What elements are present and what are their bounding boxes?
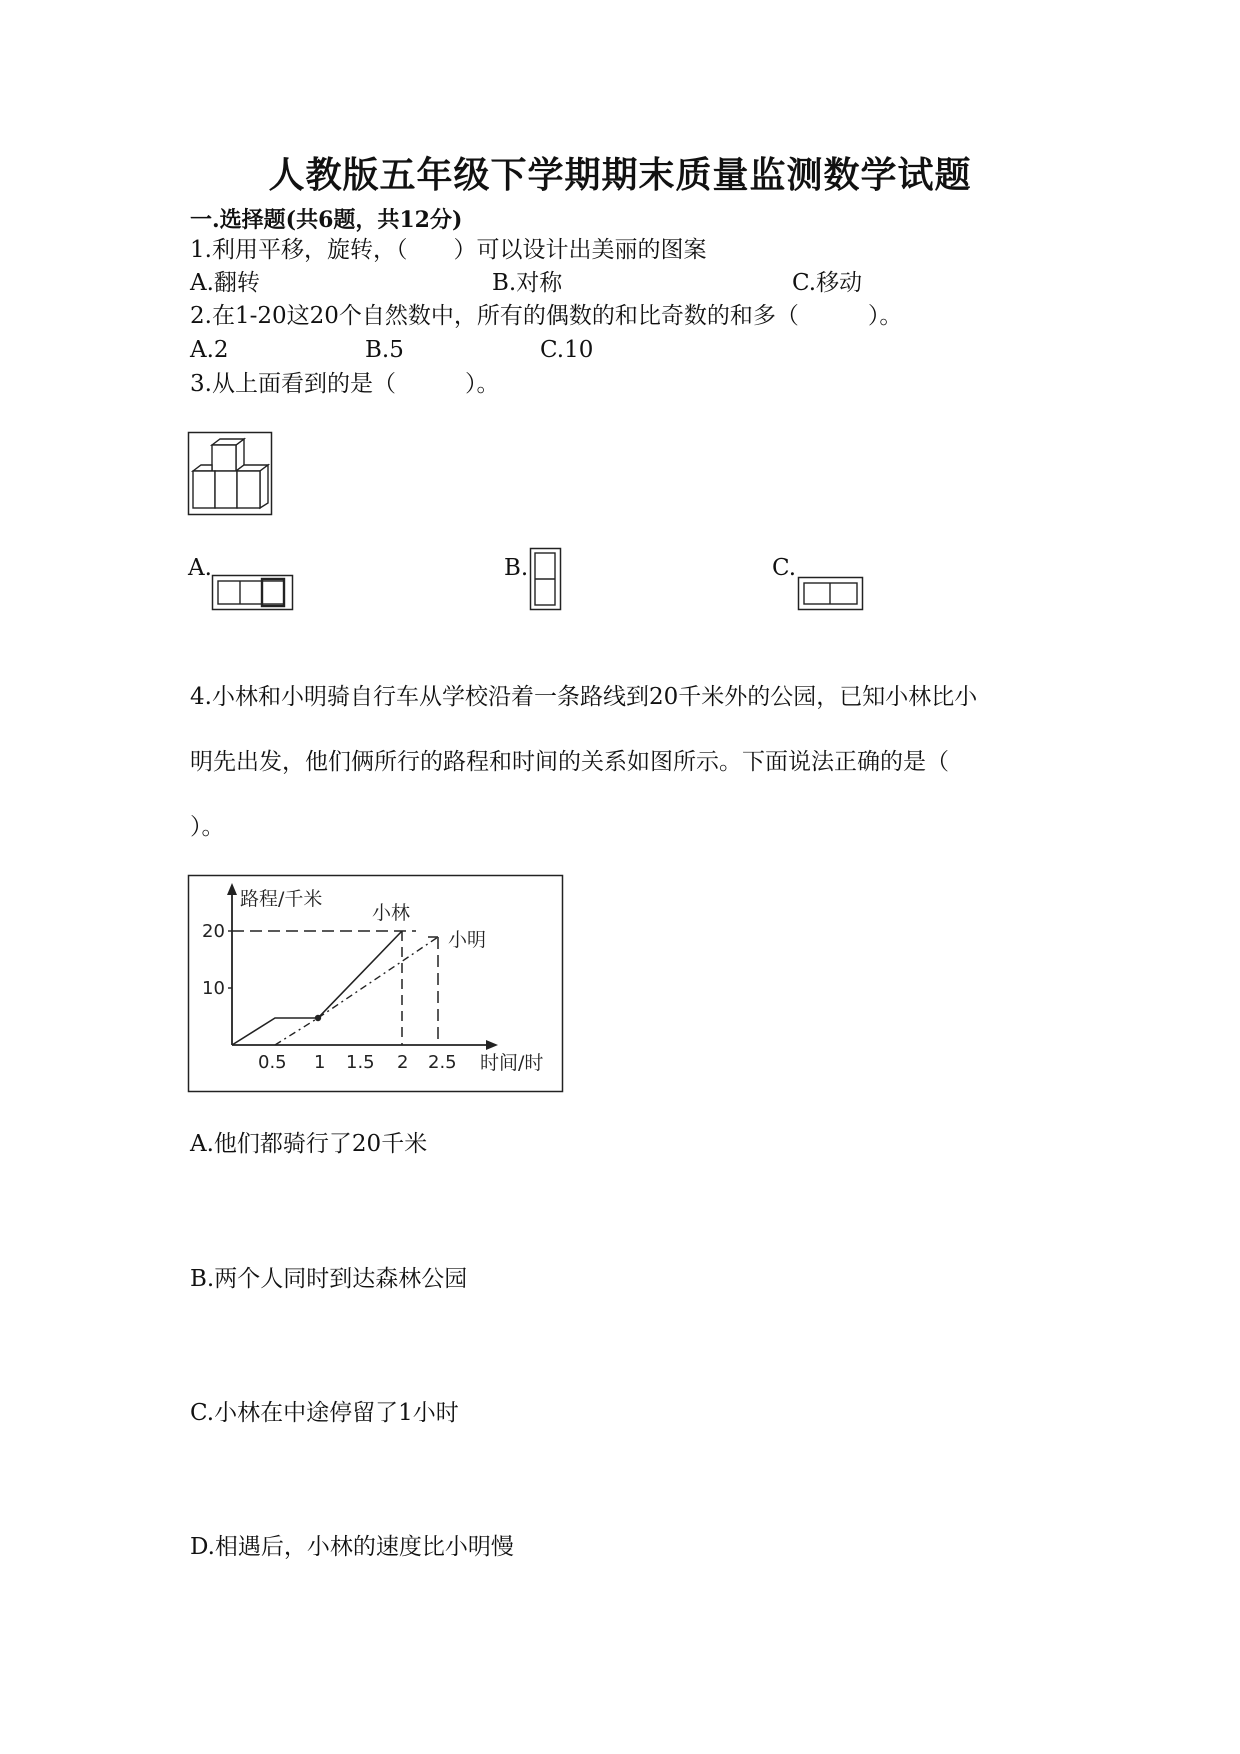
distance-time-graph xyxy=(188,875,564,1093)
question-3-option-b: B. xyxy=(504,555,529,581)
question-2-option-a: A.2 xyxy=(190,337,229,363)
label-xiaolin: 小林 xyxy=(372,902,411,924)
y-tick-10: 10 xyxy=(202,978,225,999)
y-axis-label: 路程/千米 xyxy=(240,888,323,910)
question-3-option-a: A. xyxy=(188,555,212,581)
meeting-point xyxy=(315,1015,321,1021)
cube-stack-figure xyxy=(188,432,273,516)
x-axis-label: 时间/时 xyxy=(480,1052,544,1074)
question-4-stem-line-3: ）。 xyxy=(190,814,225,840)
question-2-stem: 2.在1-20这20个自然数中，所有的偶数的和比奇数的和多（ ）。 xyxy=(190,303,903,329)
y-tick-20: 20 xyxy=(202,921,225,942)
x-tick-2.5: 2.5 xyxy=(428,1052,457,1073)
label-xiaoming: 小明 xyxy=(448,929,487,951)
question-4-option-a: A.他们都骑行了20千米 xyxy=(190,1131,428,1157)
option-c-figure xyxy=(798,577,864,611)
question-1-option-a: A.翻转 xyxy=(190,270,260,296)
page-title: 人教版五年级下学期期末质量监测数学试题 xyxy=(268,154,972,196)
x-tick-1.5: 1.5 xyxy=(346,1052,375,1073)
section-header: 一.选择题(共6题，共12分) xyxy=(190,207,463,233)
option-b-figure xyxy=(530,548,562,611)
question-2-option-b: B.5 xyxy=(365,337,404,363)
question-1-stem: 1.利用平移，旋转，（ ）可以设计出美丽的图案 xyxy=(190,237,707,263)
question-3-option-c: C. xyxy=(772,555,797,581)
question-4-option-c: C.小林在中途停留了1小时 xyxy=(190,1400,459,1426)
question-2-option-c: C.10 xyxy=(540,337,594,363)
question-4-stem-line-1: 4.小林和小明骑自行车从学校沿着一条路线到20千米外的公园，已知小林比小 xyxy=(190,684,978,710)
question-4-option-d: D.相遇后，小林的速度比小明慢 xyxy=(190,1534,514,1560)
question-4-stem-line-2: 明先出发，他们俩所行的路程和时间的关系如图所示。下面说法正确的是（ xyxy=(190,749,949,775)
x-tick-1: 1 xyxy=(314,1052,326,1073)
question-4-option-b: B.两个人同时到达森林公园 xyxy=(190,1266,468,1292)
x-tick-0.5: 0.5 xyxy=(258,1052,287,1073)
question-3-stem: 3.从上面看到的是（ ）。 xyxy=(190,371,500,397)
question-1-option-b: B.对称 xyxy=(492,270,563,296)
question-1-option-c: C.移动 xyxy=(792,270,863,296)
x-tick-2: 2 xyxy=(397,1052,409,1073)
option-a-figure xyxy=(212,575,294,611)
